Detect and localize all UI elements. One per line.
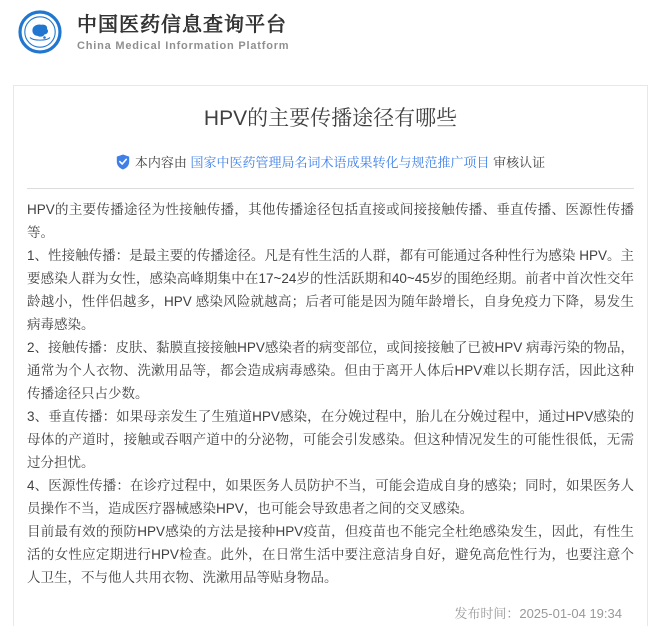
paragraph-intro: HPV的主要传播途径为性接触传播，其他传播途径包括直接或间接接触传播、垂直传播、医源性传播等。 [27,202,634,240]
brand-text [77,13,289,52]
paragraph-contact: 2、接触传播：皮肤、黏膜直接接触HPV感染者的病变部位，或间接接触了已被HPV 病毒污染的物品，通常为个人衣物、洗漱用品等，都会造成病毒感染。但由于离开人体后HPV难以长期存活，因此这种传播途径只占少数。 [27,340,634,401]
page-title: HPV的主要传播途径有哪些 [203,107,458,130]
publish-time-value: 2025-01-04 19:34 [519,606,622,621]
certification-suffix: 审核认证 [493,155,546,170]
publish-time-label: 发布时间： [454,606,520,621]
site-subtitle: China Medical Information Platform [77,39,290,52]
certification-prefix: 本内容由 [134,155,187,170]
site-header [0,0,661,60]
brand-home-link[interactable] [18,10,289,54]
certification-row [27,154,634,175]
paragraph-vertical: 3、垂直传播：如果母亲发生了生殖道HPV感染，在分娩过程中，胎儿在分娩过程中，通过HPV感染的母体的产道时，接触或吞咽产道中的分泌物，可能会引发感染。但这种情况发生的可能性很低，无需过分担忧。 [27,409,634,470]
publish-time-row [27,603,634,622]
divider [27,188,634,189]
paragraph-prevention: 目前最有效的预防HPV感染的方法是接种HPV疫苗，但疫苗也不能完全杜绝感染发生，因此，有性生活的女性应定期进行HPV检查。此外，在日常生活中要注意洁身自好，避免高危性行为，也要注意个人卫生，不与他人共用衣物、洗漱用品等贴身物品。 [27,524,634,585]
shield-check-icon [116,154,130,175]
article-body [27,198,634,589]
site-title: 中国医药信息查询平台 [77,13,287,36]
certification-project-link[interactable]: 国家中医药管理局名词术语成果转化与规范推广项目 [190,155,490,170]
article-card [13,85,648,626]
paragraph-iatrogenic: 4、医源性传播：在诊疗过程中，如果医务人员防护不当，可能会造成自身的感染；同时，如果医务人员操作不当，造成医疗器械感染HPV，也可能会导致患者之间的交叉感染。 [27,478,634,516]
globe-seal-icon [18,10,62,54]
paragraph-sexual-contact: 1、性接触传播：是最主要的传播途径。凡是有性生活的人群，都有可能通过各种性行为感染 HPV。主要感染人群为女性，感染高峰期集中在17~24岁的性活跃期和40~45岁的围绝经期。前者中首次性交年龄越小，性伴侣越多，HPV 感染风险就越高；后者可能是因为随年龄增长，自身免疫力下降，易发生病毒感染。 [27,248,634,332]
